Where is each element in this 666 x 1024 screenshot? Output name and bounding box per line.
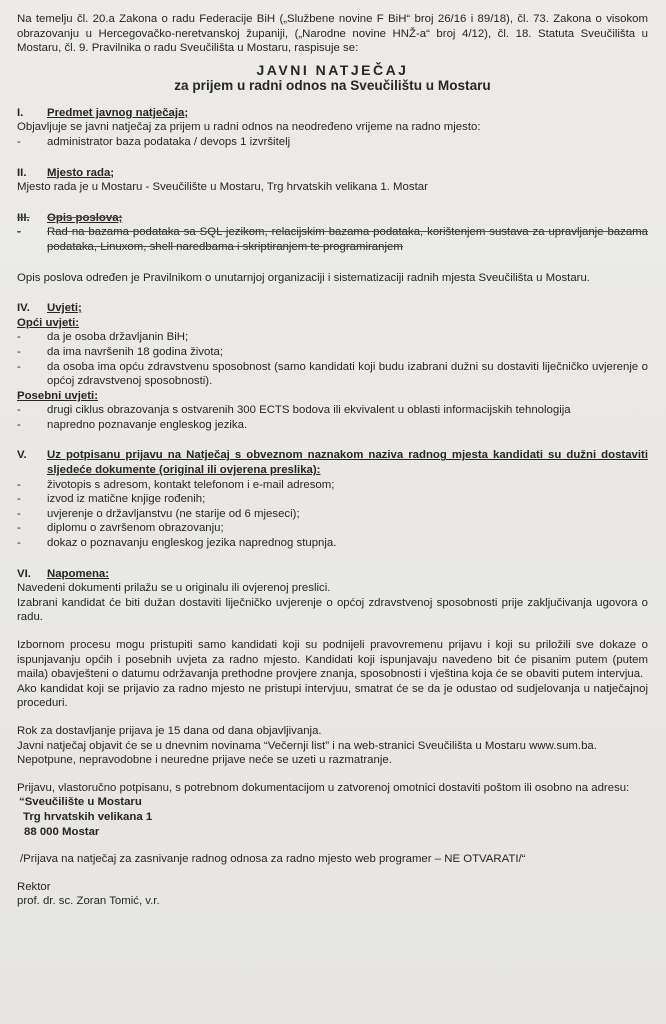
section-4-heading: [17, 301, 648, 316]
section-title: Mjesto rada;: [47, 166, 115, 179]
section-number: I.: [17, 106, 24, 119]
section-2-heading: [17, 166, 648, 181]
note-paragraph: Izabrani kandidat će biti dužan dostaviti liječničko uvjerenje o općoj zdravstvenoj sposobnosti prije zaključivanja ugovora o radu.: [17, 596, 648, 624]
general-conditions-label: Opći uvjeti:: [17, 316, 80, 329]
note-paragraph: Ako kandidat koji se prijavio za radno mjesto ne pristupi intervjuu, smatrat će se da je odustao od sudjelovanja u natječajnoj proceduri.: [17, 682, 648, 710]
list-item: - uvjerenje o državljanstvu (ne starije od 6 mjeseci);: [17, 507, 300, 520]
section-number: IV.: [17, 302, 30, 315]
section-title: Opis poslova;: [47, 211, 123, 224]
address-line: 88 000 Mostar: [24, 825, 100, 838]
submission-paragraph: Prijavu, vlastoručno potpisanu, s potrebnom dokumentacijom u zatvorenoj omotnici dostaviti poštom ili osobno na adresu:: [17, 781, 630, 794]
publication-paragraph: Javni natječaj objavit će se u dnevnim novinama “Večernji list” i na web-stranici Sveučilišta u Mostaru www.sum.ba.: [17, 739, 597, 752]
note-paragraph: Izbornom procesu mogu pristupiti samo kandidati koji su podnijeli pravovremenu prijavu i koji su priložili sve dokaze o ispunjavanju općih i posebnih uvjeta za radno mjesto. Kandidati koji ispunjavaju navedeno bit će pisanim putem (putem maila) obavješteni o datumu održavanja prethodne provjere znanja, sposobnosti i vještina koja će se obaviti putem intervjua.: [17, 639, 648, 681]
intro-paragraph: Na temelju čl. 20.a Zakona o radu Federacije BiH („Službene novine F BiH“ broj 26/16 i 89/18), čl. 73. Zakona o visokom obrazovanju u Hercegovačko-neretvanskoj županiji, („Narodne novine HNŽ-a“ broj 4/12), čl. 18. Statuta Sveučilišta u Mostaru, čl. 9. Pravilnika o radu Sveučilišta u Mostaru, raspisuje se:: [17, 13, 648, 55]
note-paragraph: Nepotpune, nepravodobne i neuredne prijave neće se uzeti u razmatranje.: [17, 754, 392, 767]
list-item: - diplomu o završenom obrazovanju;: [17, 522, 224, 535]
section-3-note: Opis poslova određen je Pravilnikom o unutarnjoj organizaciji i sistematizaciji radnih mjesta Sveučilišta u Mostaru.: [17, 271, 590, 284]
section-number: VI.: [17, 567, 31, 580]
section-6-heading: [17, 567, 648, 582]
section-number: V.: [17, 449, 27, 462]
list-item: - da je osoba državljanin BiH;: [17, 331, 189, 344]
postal-address: [17, 795, 648, 839]
note-paragraph: Navedeni dokumenti prilažu se u originalu ili ovjerenoj preslici.: [17, 582, 331, 595]
section-number: II.: [17, 166, 27, 179]
list-item: - izvod iz matične knjige rođenih;: [17, 493, 206, 506]
section-1-heading: [17, 106, 648, 121]
list-item: - administrator baza podataka / devops 1 izvršitelj: [17, 135, 291, 148]
section-2-text: Mjesto rada je u Mostaru - Sveučilište u Mostaru, Trg hrvatskih velikana 1. Mostar: [17, 181, 428, 194]
address-line: Trg hrvatskih velikana 1: [23, 810, 153, 823]
section-3-heading: [17, 211, 648, 226]
section-title: Napomena:: [47, 567, 110, 580]
section-title: Uvjeti;: [47, 302, 82, 315]
envelope-label-text: /Prijava na natječaj za zasnivanje radnog odnosa za radno mjesto web programer – NE OTVARATI/“: [20, 853, 526, 866]
special-conditions-label: Posebni uvjeti:: [17, 389, 99, 402]
list-item: - da osoba ima opću zdravstvenu sposobnost (samo kandidati koji budu izabrani dužni su dostaviti liječničko uvjerenje o općoj zdravstvenoj sposobnosti).: [17, 360, 648, 388]
section-title: Predmet javnog natječaja;: [47, 106, 189, 119]
list-item: - napredno poznavanje engleskog jezika.: [17, 418, 248, 431]
address-line: “Sveučilište u Mostaru: [19, 796, 142, 809]
signature-name: prof. dr. sc. Zoran Tomić, v.r.: [17, 895, 160, 908]
list-item: - životopis s adresom, kontakt telefonom i e-mail adresom;: [17, 478, 335, 491]
notice-title: JAVNI NATJEČAJ: [256, 61, 409, 78]
list-item: - dokaz o poznavanju engleskog jezika naprednog stupnja.: [17, 537, 337, 550]
list-item: - Rad na bazama podataka sa SQL jezikom, relacijskim bazama podataka, korištenjem sustava za upravljanje bazama podataka, Linuxom, shell naredbama i skriptiranjem te programiranjem: [17, 226, 648, 253]
notice-subtitle: za prijem u radni odnos na Sveučilištu u Mostaru: [174, 77, 491, 93]
deadline-paragraph: Rok za dostavljanje prijava je 15 dana od dana objavljivanja.: [17, 724, 322, 737]
section-1-text: Objavljuje se javni natječaj za prijem u radni odnos na neodređeno vrijeme na radno mjesto:: [17, 121, 481, 134]
list-item: - drugi ciklus obrazovanja s ostvarenih 300 ECTS bodova ili ekvivalent u oblasti informacijskih tehnologija: [17, 404, 571, 417]
section-5-heading: [17, 448, 648, 477]
section-title: Uz potpisanu prijavu na Natječaj s obveznom naznakom naziva radnog mjesta kandidati su dužni dostaviti sljedeće dokumente (original ili ovjerena preslika):: [47, 449, 648, 477]
list-item: - da ima navršenih 18 godina života;: [17, 345, 224, 358]
section-number: III.: [17, 211, 30, 224]
signature-role: Rektor: [17, 880, 51, 893]
